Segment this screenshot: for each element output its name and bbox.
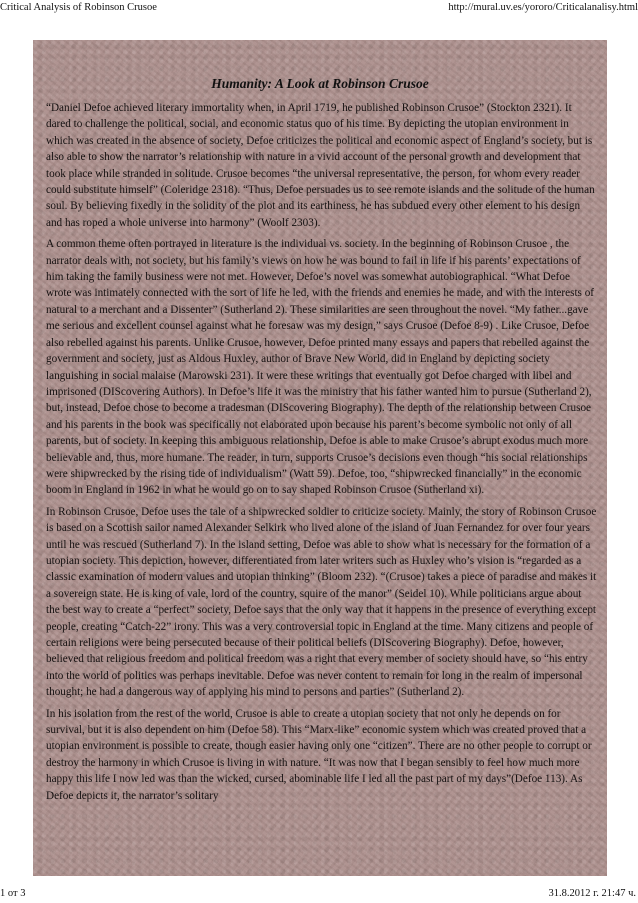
parchment-page [33,40,607,876]
header-url: http://mural.uv.es/yororo/Criticalanalisy.html [448,2,638,13]
footer-page-number: 1 от 3 [0,888,26,899]
print-header [0,0,638,18]
document-title: Humanity: A Look at Robinson Crusoe [211,76,429,91]
paragraph-3: In Robinson Crusoe, Defoe uses the tale of a shipwrecked soldier to criticize society. Mainly, the story of Robinson Crusoe is based on a Scottish sailor named Alexander Selkirk who lived alone of the island of Juan Fernandez for over four years until he was rescued (Sutherland 7). In the island setting, Defoe was able to show what is necessary for the formation of a utopian society. This depiction, however, differentiated from later writers such as Huxley who’s vision is “regarded as a classic examination of modern values and utopian thinking” (Bloom 232). “(Crusoe) takes a piece of paradise and makes it a sovereign state. He is king of vale, lord of the country, squire of the manor” (Seidel 10). While politicians argue about the best way to create a “perfect” society, Defoe says that the only way that it happens in the presence of everything except people, creating “Catch-22” irony. This was a very controversial topic in England at the time. Many citizens and people of certain religions were being persecuted because of their political beliefs (DIScovering Biography). Defoe, however, believed that religious freedom and political freedom was a right that every member of society should have, so “his entry into the world of politics was perhaps inevitable. Defoe was never content to remain for long in the realm of impersonal thought; he had a dangerous way of applying his mind to persons and parties” (Sutherland 2). [46,505,597,699]
footer-datetime: 31.8.2012 г. 21:47 ч. [548,888,636,899]
header-page-title: Critical Analysis of Robinson Crusoe [0,2,157,13]
paragraph-1: “Daniel Defoe achieved literary immortality when, in April 1719, he published Robinson Crusoe” (Stockton 2321). It dared to challenge the political, social, and economic status quo of his time. By depicting the utopian environment in which was created in the absence of society, Defoe criticizes the political and economic aspect of England’s society, but is also able to show the narrator’s relationship with nature in a vivid account of the personal growth and development that took place while stranded in solitude. Crusoe becomes “the universal representative, the person, for whom every reader could substitute himself” (Coleridge 2318). “Thus, Defoe persuades us to see remote islands and the solitude of the human soul. By believing fixedly in the solidity of the plot and its earthiness, he has subdued every other element to his design and has roped a whole universe into harmony” (Woolf 2303). [46,102,595,229]
paragraph-4: In his isolation from the rest of the world, Crusoe is able to create a utopian society that not only he depends on for survival, but it is also dependent on him (Defoe 58). This “Marx-like” economic system which was created proved that a utopian environment is possible to create, though easier having only one “citizen”. There are no other people to corrupt or destroy the harmony in which Crusoe is living in with nature. “It was now that I began sensibly to feel how much more happy this life I now led was than the wicked, cursed, abominable life I led all the past part of my days”(Defoe 113). As Defoe depicts it, the narrator’s solitary [46,707,592,802]
document-body [46,100,597,809]
print-footer [0,885,638,903]
paragraph-2: A common theme often portrayed in literature is the individual vs. society. In the beginning of Robinson Crusoe , the narrator deals with, not society, but his family’s views on how he was bound to fail in life if his parents’ expectations of him taking the family business were not met. However, Defoe’s novel was somewhat autobiographical. “What Defoe wrote was intimately connected with the sort of life he led, with the friends and enemies he made, and with the interests of natural to a merchant and a Dissenter” (Sutherland 2). These similarities are seen throughout the novel. “My father...gave me serious and excellent counsel against what he foresaw was my design,” says Crusoe (Defoe 8-9) . Like Crusoe, Defoe also rebelled against his parents. Unlike Crusoe, however, Defoe printed many essays and papers that rebelled against the government and society, just as Aldous Huxley, author of Brave New World, did in England by depicting society languishing in social malaise (Marowski 231). It were these writings that eventually got Defoe charged with libel and imprisoned (DIScovering Authors). In Defoe’s life it was the ministry that his father wanted him to pursue (Sutherland 2), but, instead, Defoe chose to become a tradesman (DIScovering Biography). The depth of the relationship between Crusoe and his parents in the book was specifically not elaborated upon because his parent’s become symbolic not only of all parents, but of society. In keeping this ambiguous relationship, Defoe is able to make Crusoe’s abrupt exodus much more believable and, thus, more humane. The reader, in turn, supports Crusoe’s decisions even though “his social relationships were shipwrecked by the rising tide of individualism” (Watt 59). Defoe, too, “shipwrecked financially” in the economic boom in England in 1962 in what he would go on to say shaped Robinson Crusoe (Sutherland xi). [46,238,595,497]
